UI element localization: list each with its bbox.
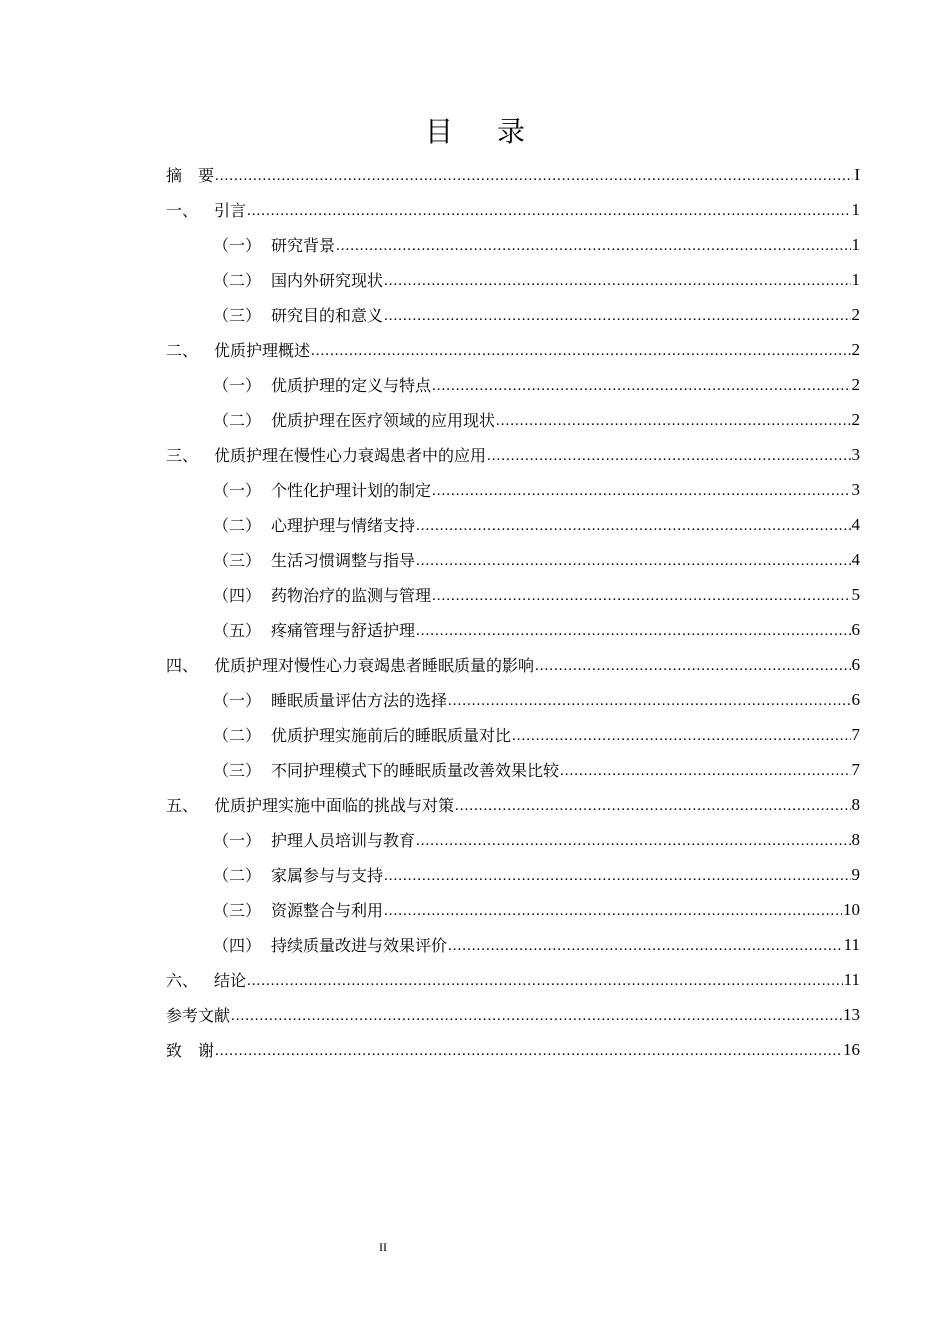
toc-entry-number: 二、 <box>166 341 199 360</box>
toc-entry-number: 一、 <box>166 201 199 220</box>
toc-entry-number: （二） <box>213 516 262 535</box>
toc-dot-leader <box>432 585 850 604</box>
toc-entry-page: 4 <box>851 549 860 569</box>
toc-dot-leader <box>448 690 850 709</box>
toc-entry-label: 引言 <box>214 201 247 220</box>
toc-entry-label: 生活习惯调整与指导 <box>271 551 416 570</box>
toc-entry-page: 8 <box>851 829 860 849</box>
toc-entry[interactable] <box>166 437 860 472</box>
toc-entry-label: 资源整合与利用 <box>271 901 384 920</box>
toc-entry[interactable] <box>166 367 860 402</box>
toc-entry[interactable] <box>166 682 860 717</box>
toc-entry[interactable] <box>166 962 860 997</box>
toc-dot-leader <box>384 900 842 919</box>
toc-entry-label: 护理人员培训与教育 <box>271 831 416 850</box>
toc-dot-leader <box>416 550 850 569</box>
toc-entry-label: 疼痛管理与舒适护理 <box>271 621 416 640</box>
toc-entry-label: 研究背景 <box>271 236 336 255</box>
toc-entry-number: （四） <box>213 936 262 955</box>
toc-entry-label: 优质护理对慢性心力衰竭患者睡眠质量的影响 <box>214 656 535 675</box>
toc-entry[interactable] <box>166 822 860 857</box>
toc-dot-leader <box>416 830 850 849</box>
toc-entry-number: （一） <box>213 236 262 255</box>
toc-dot-leader <box>311 340 850 359</box>
toc-entry-number: （二） <box>213 411 262 430</box>
toc-entry-label: 优质护理在医疗领域的应用现状 <box>271 411 496 430</box>
toc-entry-number: （二） <box>213 866 262 885</box>
toc-dot-leader <box>247 970 843 989</box>
toc-entry-page: 1 <box>851 269 860 289</box>
toc-entry-number: （三） <box>213 306 262 325</box>
toc-entry-page: 1 <box>851 199 860 219</box>
toc-dot-leader <box>560 760 850 779</box>
toc-entry-page: 8 <box>851 794 860 814</box>
toc-entry-label: 药物治疗的监测与管理 <box>271 586 432 605</box>
toc-dot-leader <box>247 200 850 219</box>
toc-entry-number: 三、 <box>166 446 199 465</box>
toc-entry-number: （四） <box>213 586 262 605</box>
toc-entry-label: 家属参与与支持 <box>271 866 384 885</box>
toc-entry-label: 心理护理与情绪支持 <box>271 516 416 535</box>
toc-entry-page: 6 <box>851 654 860 674</box>
toc-entry-page: 11 <box>843 969 860 989</box>
toc-dot-leader <box>416 620 850 639</box>
toc-entry-label: 优质护理在慢性心力衰竭患者中的应用 <box>214 446 487 465</box>
toc-entry-page: 6 <box>851 689 860 709</box>
toc-entry[interactable] <box>166 892 860 927</box>
toc-entry-label: 优质护理概述 <box>214 341 311 360</box>
toc-entry[interactable] <box>166 507 860 542</box>
toc-dot-leader <box>535 655 850 674</box>
toc-entry-label: 优质护理的定义与特点 <box>271 376 432 395</box>
toc-entry-page: 2 <box>851 304 860 324</box>
toc-entry-page: 3 <box>851 444 860 464</box>
table-of-contents <box>166 157 860 1067</box>
toc-entry-page: 13 <box>843 1004 860 1024</box>
toc-entry-label: 摘 要 <box>166 166 215 185</box>
toc-dot-leader <box>336 235 850 254</box>
toc-entry[interactable] <box>166 577 860 612</box>
toc-dot-leader <box>215 1040 842 1059</box>
toc-entry-number: （三） <box>213 761 262 780</box>
toc-entry-number: （一） <box>213 481 262 500</box>
toc-entry-page: 6 <box>851 619 860 639</box>
toc-entry[interactable] <box>166 542 860 577</box>
toc-dot-leader <box>455 795 850 814</box>
toc-entry-number: （五） <box>213 621 262 640</box>
toc-dot-leader <box>384 305 850 324</box>
toc-entry-page: 9 <box>851 864 860 884</box>
toc-entry-label: 不同护理模式下的睡眠质量改善效果比较 <box>271 761 560 780</box>
toc-entry[interactable] <box>166 927 860 962</box>
toc-entry[interactable] <box>166 297 860 332</box>
toc-entry-page: 4 <box>851 514 860 534</box>
toc-entry-page: 10 <box>843 899 860 919</box>
toc-entry[interactable] <box>166 262 860 297</box>
toc-entry[interactable] <box>166 717 860 752</box>
toc-entry[interactable] <box>166 997 860 1032</box>
toc-entry-label: 持续质量改进与效果评价 <box>271 936 448 955</box>
toc-entry-page: 2 <box>851 374 860 394</box>
toc-entry-page: I <box>854 164 860 184</box>
toc-entry[interactable] <box>166 472 860 507</box>
toc-entry[interactable] <box>166 752 860 787</box>
toc-entry-label: 结论 <box>214 971 247 990</box>
toc-dot-leader <box>416 515 850 534</box>
toc-entry-number: （一） <box>213 831 262 850</box>
page-number: II <box>379 1240 387 1254</box>
toc-entry-label: 参考文献 <box>166 1006 231 1025</box>
toc-dot-leader <box>496 410 850 429</box>
toc-dot-leader <box>432 480 850 499</box>
toc-entry[interactable] <box>166 647 860 682</box>
toc-entry-number: 六、 <box>166 971 199 990</box>
toc-entry-number: （一） <box>213 376 262 395</box>
toc-entry-number: （三） <box>213 551 262 570</box>
toc-dot-leader <box>512 725 850 744</box>
toc-entry-number: （三） <box>213 901 262 920</box>
toc-entry-number: （二） <box>213 726 262 745</box>
toc-entry-label: 优质护理实施前后的睡眠质量对比 <box>271 726 512 745</box>
toc-entry-page: 5 <box>851 584 860 604</box>
toc-entry[interactable] <box>166 157 860 192</box>
toc-entry-number: （二） <box>213 271 262 290</box>
toc-dot-leader <box>231 1005 842 1024</box>
toc-entry-page: 7 <box>851 759 860 779</box>
toc-entry-page: 1 <box>851 234 860 254</box>
toc-entry-label: 研究目的和意义 <box>271 306 384 325</box>
page-title: 目录 <box>424 115 569 148</box>
toc-dot-leader <box>384 270 850 289</box>
toc-entry-label: 优质护理实施中面临的挑战与对策 <box>214 796 455 815</box>
toc-dot-leader <box>448 935 843 954</box>
toc-entry[interactable] <box>166 332 860 367</box>
toc-entry[interactable] <box>166 402 860 437</box>
toc-entry-label: 国内外研究现状 <box>271 271 384 290</box>
toc-entry[interactable] <box>166 192 860 227</box>
toc-entry[interactable] <box>166 612 860 647</box>
toc-entry-page: 2 <box>851 409 860 429</box>
toc-entry[interactable] <box>166 787 860 822</box>
toc-entry-number: 四、 <box>166 656 199 675</box>
toc-entry-page: 16 <box>843 1039 860 1059</box>
toc-entry-page: 7 <box>851 724 860 744</box>
toc-dot-leader <box>215 165 853 184</box>
toc-dot-leader <box>384 865 850 884</box>
toc-entry-label: 个性化护理计划的制定 <box>271 481 432 500</box>
toc-entry-page: 2 <box>851 339 860 359</box>
toc-dot-leader <box>432 375 850 394</box>
toc-entry-page: 11 <box>843 934 860 954</box>
toc-entry[interactable] <box>166 227 860 262</box>
toc-dot-leader <box>487 445 850 464</box>
toc-entry-number: （一） <box>213 691 262 710</box>
toc-entry-page: 3 <box>851 479 860 499</box>
toc-entry[interactable] <box>166 857 860 892</box>
toc-entry-label: 致 谢 <box>166 1041 215 1060</box>
toc-entry-label: 睡眠质量评估方法的选择 <box>271 691 448 710</box>
toc-entry[interactable] <box>166 1032 860 1067</box>
toc-entry-number: 五、 <box>166 796 199 815</box>
